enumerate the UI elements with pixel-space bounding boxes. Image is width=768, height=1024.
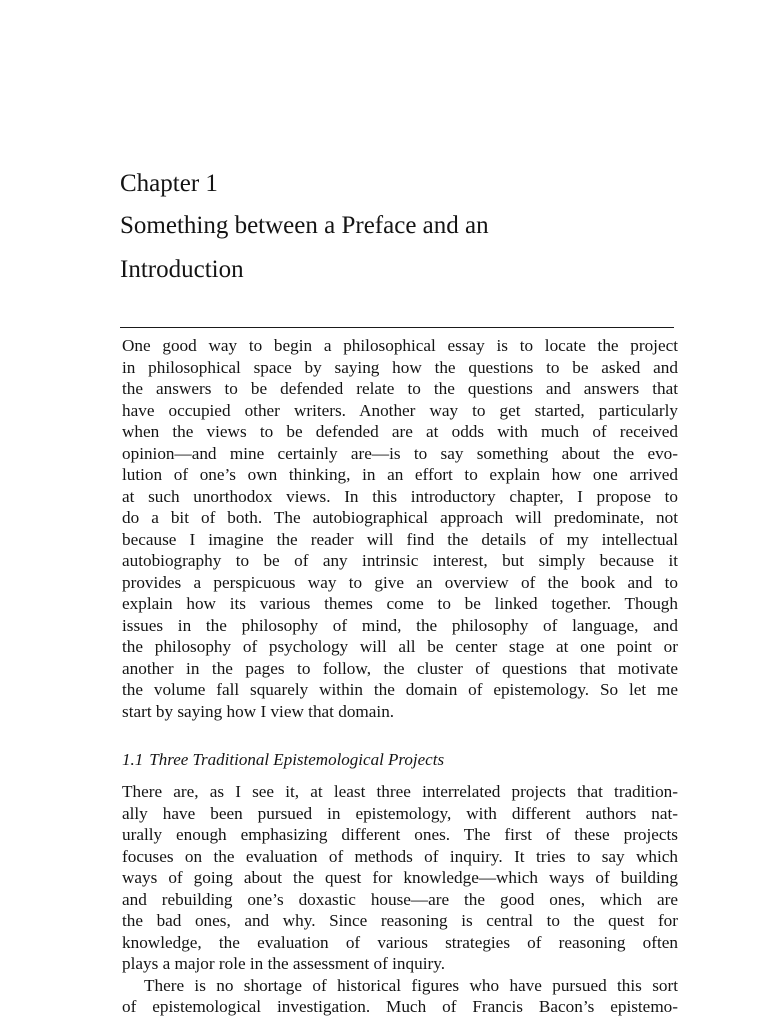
section-line: knowledge, the evaluation of various strategies of reasoning often [122,932,678,952]
intro-paragraph [122,335,678,722]
intro-line: have occupied other writers. Another way to get started, particularly [122,400,678,420]
intro-line: issues in the philosophy of mind, the philosophy of language, and [122,615,678,635]
intro-line: start by saying how I view that domain. [122,701,395,721]
section-line: the bad ones, and why. Since reasoning is central to the quest for [122,911,678,930]
intro-line: One good way to begin a philosophical essay is to locate the project [122,336,678,355]
intro-line: the philosophy of psychology will all be center stage at one point or [122,637,678,656]
section-heading [122,749,444,771]
section-line: of epistemological investigation. Much of Francis Bacon’s epistemo- [122,997,678,1016]
intro-line: when the views to be defended are at odds with much of received [122,422,678,441]
chapter-divider-rule [120,327,674,328]
chapter-label: Chapter 1 [120,170,218,197]
intro-line: explain how its various themes come to be linked together. Though [122,594,678,613]
chapter-title-line-2: Introduction [120,256,244,283]
intro-line: because I imagine the reader will find the details of my intellectual [122,529,678,549]
intro-line: the volume fall squarely within the domain of epistemology. So let me [122,680,678,699]
intro-line: the answers to be defended relate to the questions and answers that [122,379,678,398]
section-line: ally have been pursued in epistemology, with different authors nat- [122,803,678,823]
intro-line: at such unorthodox views. In this introductory chapter, I propose to [122,486,678,506]
intro-line: do a bit of both. The autobiographical approach will predominate, not [122,508,678,527]
section-body [122,781,678,1018]
intro-line: lution of one’s own thinking, in an effort to explain how one arrived [122,465,678,484]
section-line: plays a major role in the assessment of inquiry. [122,954,445,973]
chapter-title-line-1: Something between a Preface and an [120,212,489,239]
section-line: There are, as I see it, at least three interrelated projects that tradition- [122,782,678,801]
section-title: Three Traditional Epistemological Projects [149,750,445,769]
section-line: and rebuilding one’s doxastic house—are the good ones, which are [122,889,678,909]
section-line: focuses on the evaluation of methods of inquiry. It tries to say which [122,846,678,866]
intro-line: opinion—and mine certainly are—is to say something about the evo- [122,443,678,463]
intro-line: in philosophical space by saying how the questions to be asked and [122,357,678,377]
section-line: ways of going about the quest for knowledge—which ways of building [122,868,678,887]
section-line: urally enough emphasizing different ones. The first of these projects [122,825,678,844]
section-number: 1.1 [122,750,144,769]
intro-line: provides a perspicuous way to give an overview of the book and to [122,572,678,592]
intro-line: autobiography to be of any intrinsic interest, but simply because it [122,551,678,570]
intro-line: another in the pages to follow, the cluster of questions that motivate [122,658,678,678]
section-line: There is no shortage of historical figures who have pursued this sort [144,975,678,995]
